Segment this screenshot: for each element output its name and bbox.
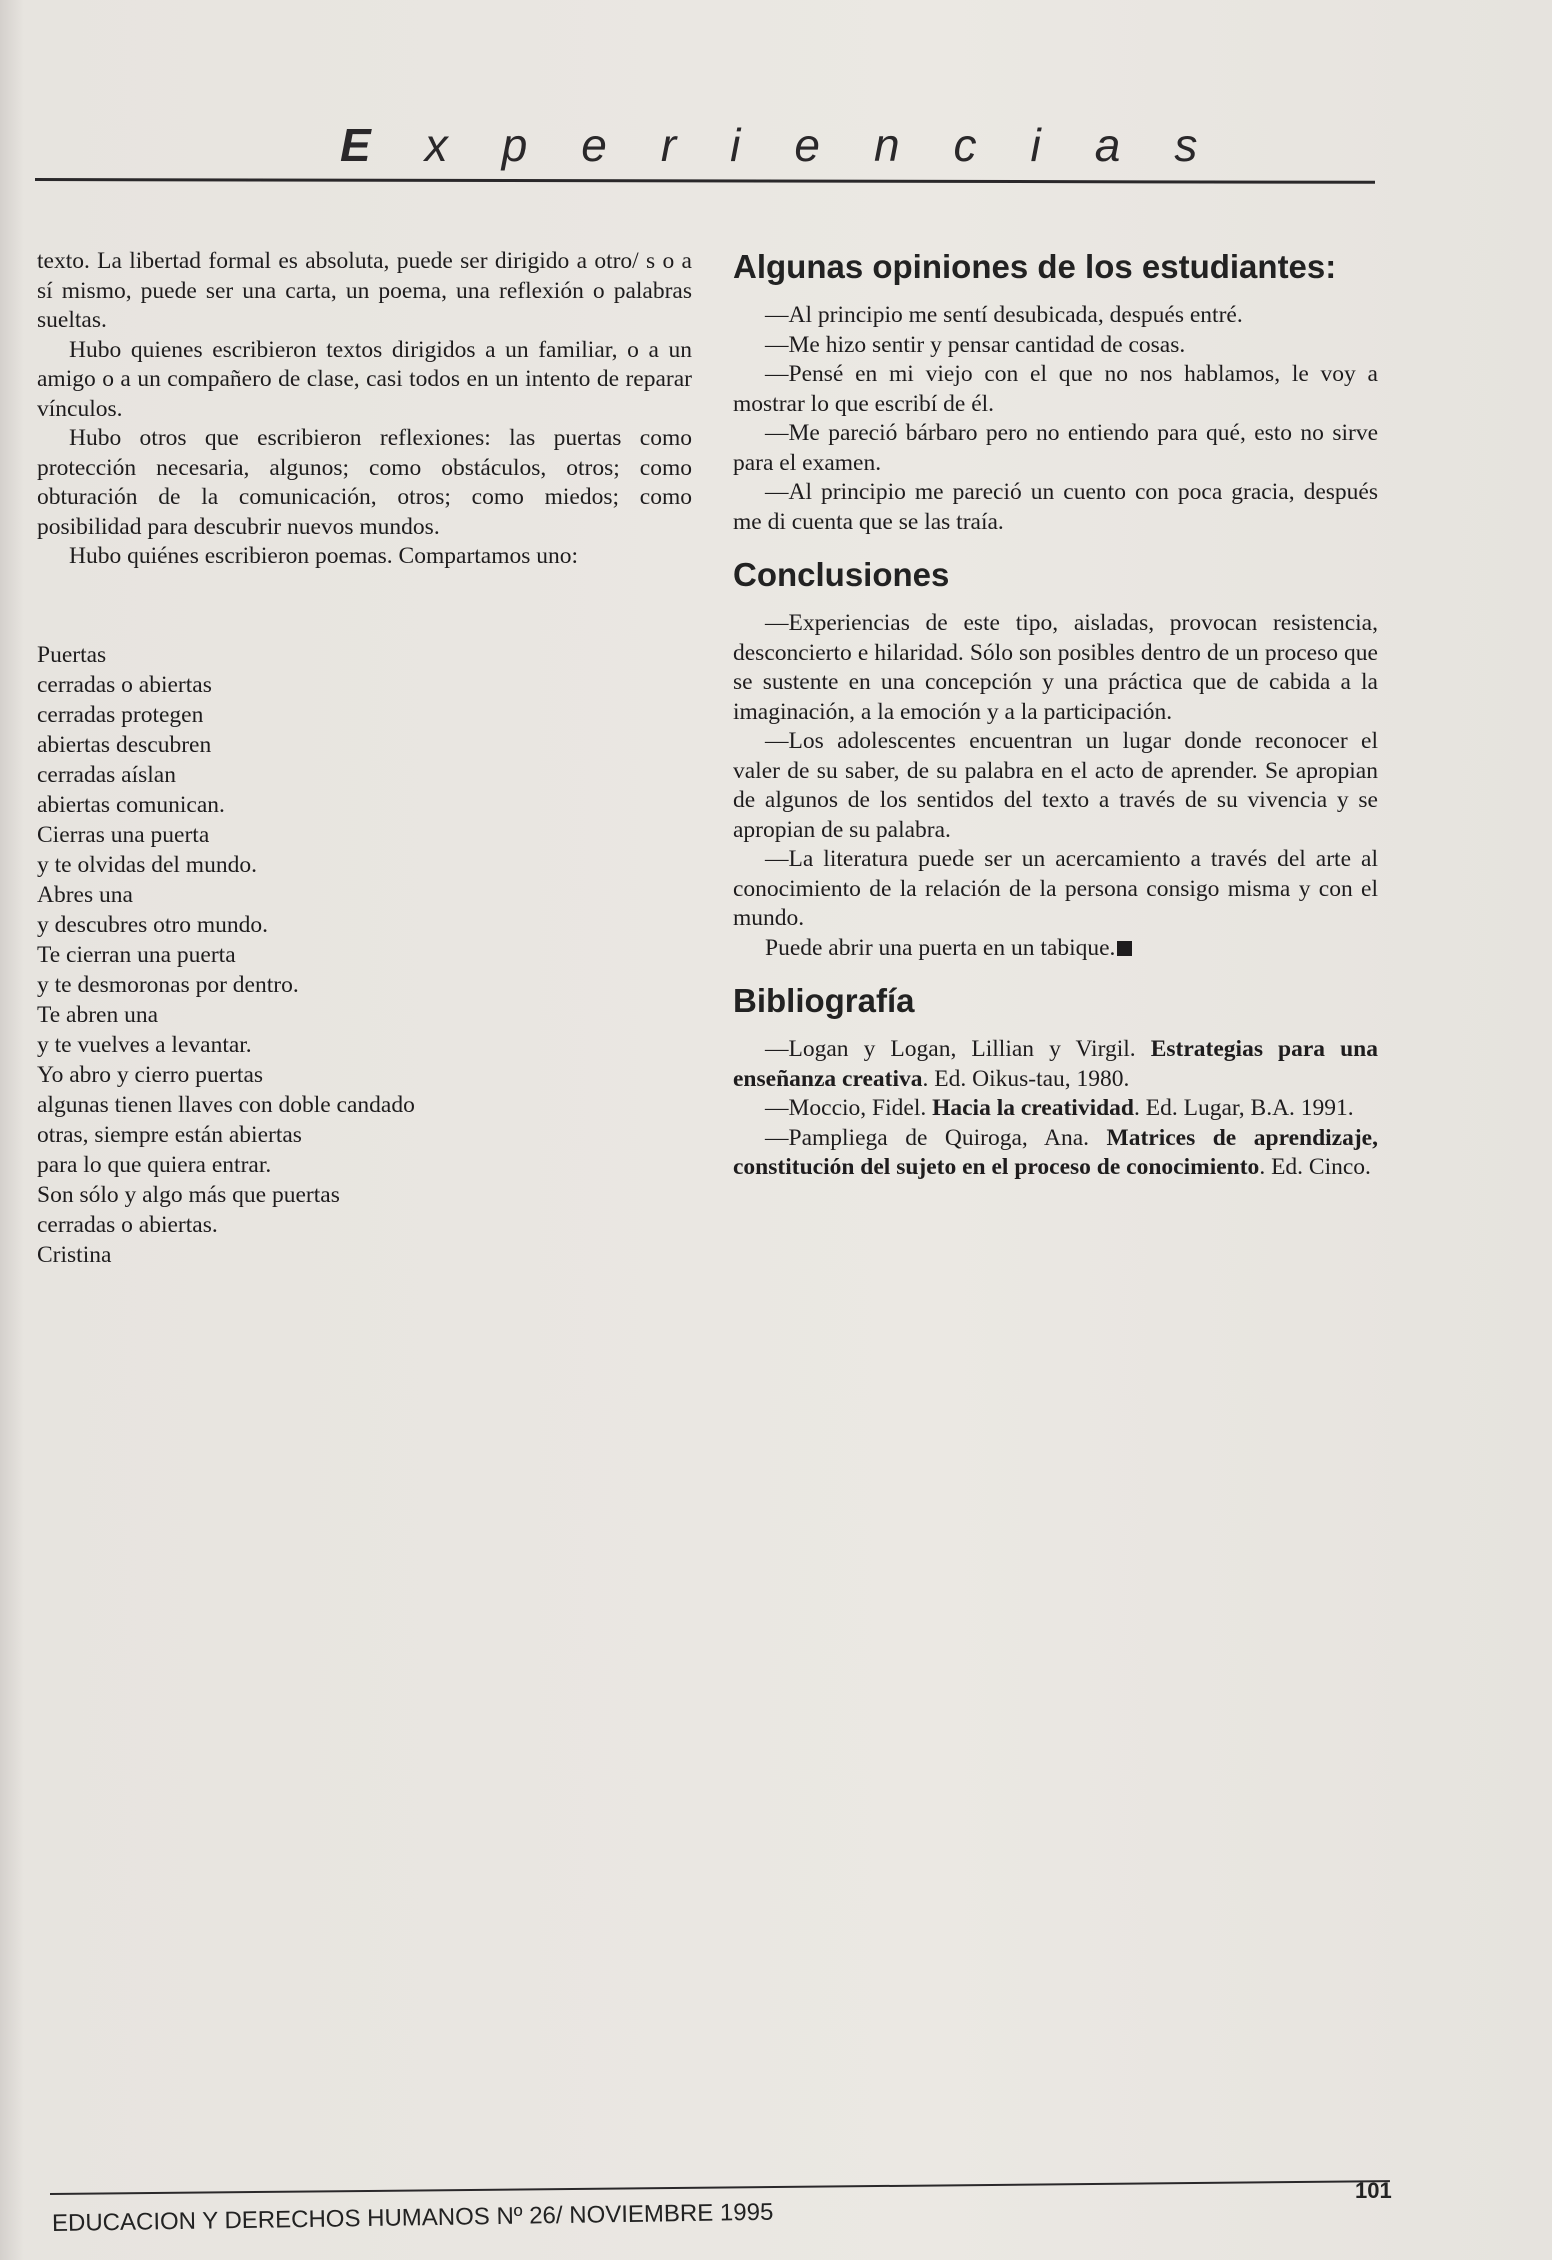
- bibliography-publisher: . Ed. Lugar, B.A. 1991.: [1134, 1095, 1354, 1121]
- poem-line: Te cierran una puerta: [37, 941, 236, 968]
- conclusion-paragraph: [733, 727, 1378, 845]
- opinion-item: —Al principio me pareció un cuento con poca gracia, después me di cuenta que se las traía.: [733, 479, 1378, 535]
- bibliography-title: Matrices de aprendizaje, constitución del sujeto en el proceso de conocimiento: [733, 1124, 1378, 1180]
- poem-line: otras, siempre están abiertas: [37, 1121, 302, 1148]
- conclusions-list: [733, 609, 1378, 963]
- bibliography-publisher: . Ed. Oikus-tau, 1980.: [922, 1065, 1130, 1092]
- opinion-item: —Al principio me sentí desubicada, después entré.: [765, 302, 1243, 328]
- poem-line: abiertas comunican.: [37, 791, 225, 818]
- poem-line: Abres una: [37, 881, 133, 908]
- opinion-item: —Pensé en mi viejo con el que no nos hablamos, le voy a mostrar lo que escribí de él.: [733, 361, 1378, 417]
- poem-line: Te abren una: [37, 1001, 159, 1028]
- bibliography-entry: [733, 1035, 1378, 1094]
- bibliography-author: —Logan y Logan, Lillian y Virgil.: [765, 1036, 1151, 1062]
- bibliography-publisher: . Ed. Cinco.: [1259, 1154, 1371, 1180]
- poem: [37, 640, 692, 1270]
- conclusion-paragraph: [733, 845, 1378, 934]
- poem-line: cerradas aíslan: [37, 761, 176, 788]
- poem-line: Cierras una puerta: [37, 821, 210, 848]
- conclusions-heading: Conclusiones: [733, 556, 950, 593]
- end-mark-icon: [1117, 941, 1132, 956]
- poem-line: cerradas o abiertas.: [37, 1211, 218, 1238]
- opinions-list: [733, 301, 1378, 537]
- right-column: [733, 247, 1378, 1183]
- left-column: [37, 247, 692, 1270]
- bibliography-title: Estrategias para una enseñanza creativa: [733, 1036, 1378, 1092]
- opinions-heading: Algunas opiniones de los estudiantes:: [733, 248, 1337, 285]
- bibliography-author: —Pampliega de Quiroga, Ana.: [765, 1124, 1107, 1151]
- page-number: 101: [1355, 2178, 1392, 2203]
- section-header-rest: xperiencias: [424, 119, 1252, 171]
- poem-line: Puertas: [37, 641, 107, 668]
- section-header-initial: E: [340, 119, 425, 171]
- section-header: [340, 118, 1251, 172]
- bibliography-author: —Moccio, Fidel.: [765, 1095, 933, 1121]
- poem-line: abiertas descubren: [37, 731, 212, 758]
- conclusion-text: —La literatura puede ser un acercamiento a través del arte al conocimiento de la relación de la persona consigo misma y con el mundo.: [733, 846, 1378, 931]
- poem-line: y te desmoronas por dentro.: [37, 971, 299, 998]
- conclusion-paragraph: [733, 609, 1378, 727]
- conclusion-text: —Experiencias de este tipo, aisladas, provocan resistencia, desconcierto e hilaridad. Sólo son posibles dentro de un proceso que se sustente en una concepción y una práctica que de cabida a la imaginación, a la emoción y a la participación.: [733, 610, 1378, 725]
- poem-line: para lo que quiera entrar.: [37, 1151, 272, 1178]
- bibliography-title: Hacia la creatividad: [932, 1095, 1135, 1121]
- opinion-item: —Me pareció bárbaro pero no entiendo para qué, esto no sirve para el examen.: [733, 420, 1378, 476]
- body-paragraph: Hubo quienes escribieron textos dirigidos a un familiar, o a un amigo o a un compañero de clase, casi todos en un intento de reparar vínculos.: [37, 336, 692, 422]
- conclusion-paragraph: [733, 934, 1378, 964]
- poem-line: cerradas o abiertas: [37, 671, 212, 698]
- opinion-item: —Me hizo sentir y pensar cantidad de cosas.: [765, 331, 1186, 358]
- bibliography-entry: [733, 1094, 1378, 1124]
- conclusion-text: Puede abrir una puerta en un tabique.: [765, 934, 1116, 961]
- publication-footer: EDUCACION Y DERECHOS HUMANOS Nº 26/ NOVIEMBRE 1995: [51, 2198, 774, 2237]
- poem-line: y te vuelves a levantar.: [37, 1031, 252, 1058]
- body-paragraph: Hubo quiénes escribieron poemas. Compartamos uno:: [69, 543, 579, 569]
- body-paragraph: texto. La libertad formal es absoluta, puede ser dirigido a otro/ s o a sí mismo, puede ser una carta, un poema, una reflexión o palabras sueltas.: [37, 248, 692, 333]
- bibliography-list: [733, 1035, 1378, 1183]
- poem-line: y te olvidas del mundo.: [37, 851, 257, 878]
- poem-line: y descubres otro mundo.: [37, 911, 269, 938]
- conclusion-text: —Los adolescentes encuentran un lugar donde reconocer el valer de su saber, de su palabra en el acto de aprender. Se apropian de algunos de los sentidos del texto a través de su vivencia y se apropian de su palabra.: [733, 728, 1378, 843]
- poem-line: Son sólo y algo más que puertas: [37, 1181, 340, 1208]
- poem-line: cerradas protegen: [37, 701, 204, 728]
- body-paragraph: Hubo otros que escribieron reflexiones: las puertas como protección necesaria, algunos; como obstáculos, otros; como obturación de la comunicación, otros; como miedos; como posibilidad para descubrir nuevos mundos.: [37, 425, 692, 540]
- bibliography-entry: [733, 1124, 1378, 1183]
- poem-line: Cristina: [37, 1241, 112, 1268]
- bibliography-heading: Bibliografía: [733, 982, 915, 1019]
- poem-line: algunas tienen llaves con doble candado: [37, 1091, 415, 1118]
- poem-line: Yo abro y cierro puertas: [37, 1061, 264, 1088]
